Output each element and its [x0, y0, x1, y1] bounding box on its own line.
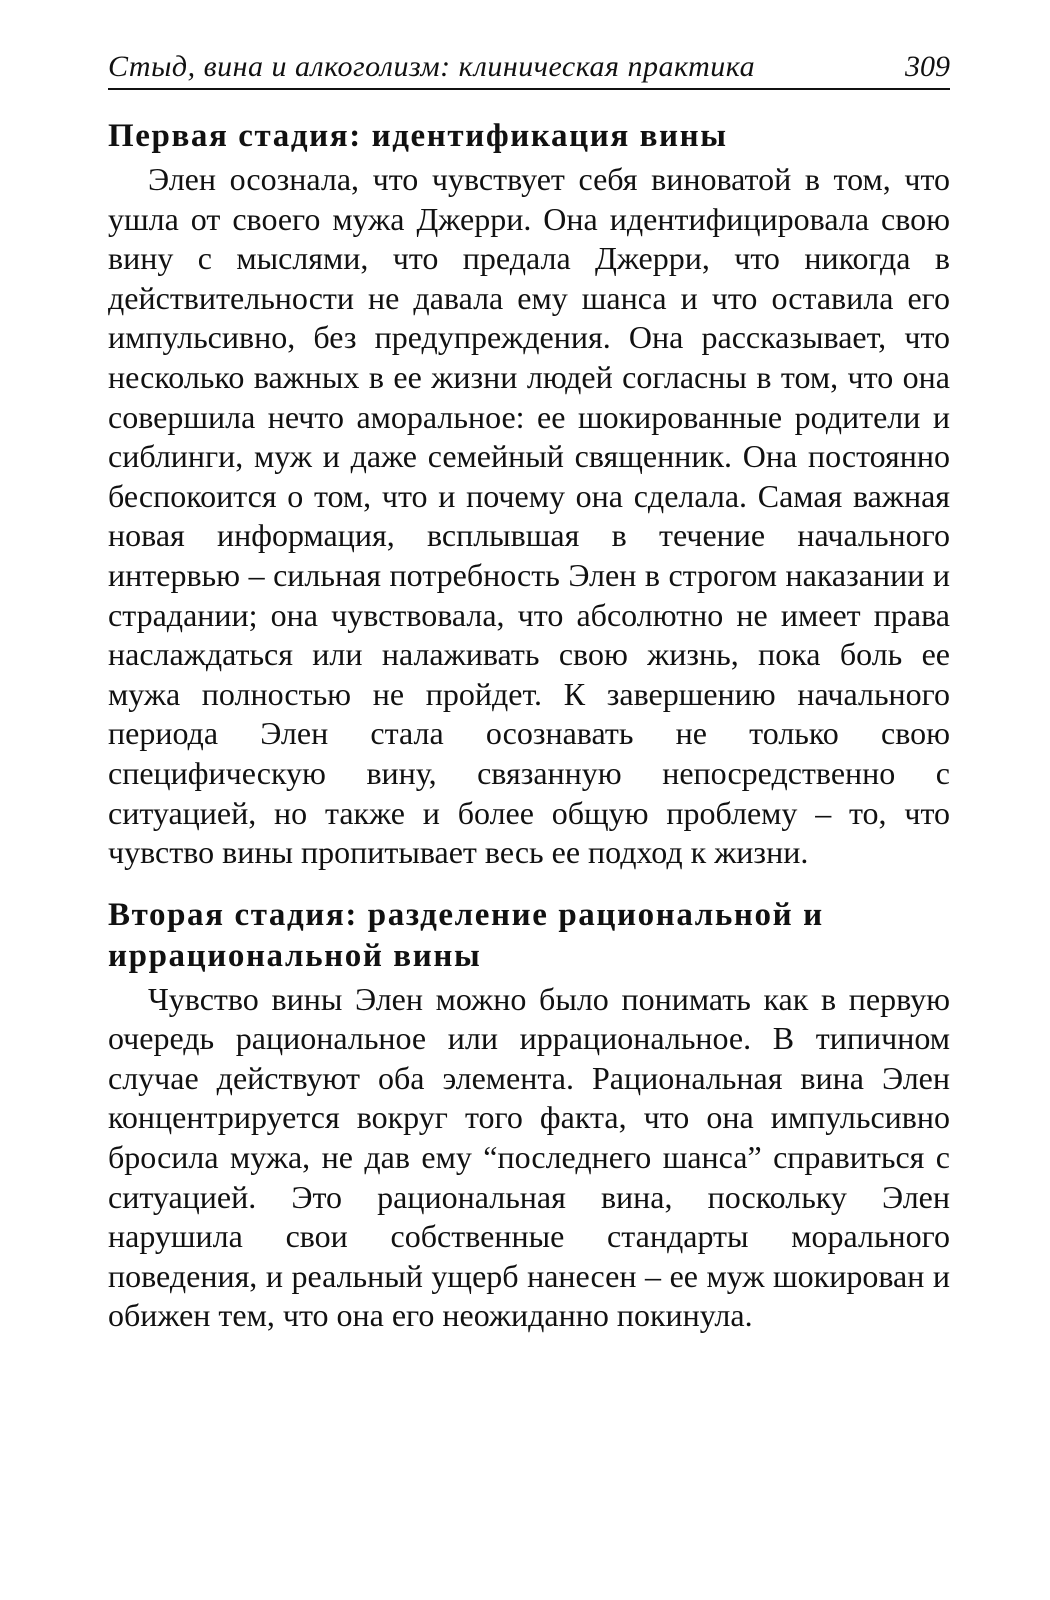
- book-page: [108, 48, 950, 1336]
- running-head-title: Стыд, вина и алкоголизм: клиническая практика: [108, 50, 756, 83]
- section-paragraph-stage-one: Элен осознала, что чувствует себя виноватой в том, что ушла от своего мужа Джерри. Она идентифицировала свою вину с мыслями, что предала Джерри, что никогда в действительности не давала ему шанса и что оставила его импульсивно, без предупреждения. Она рассказывает, что несколько важных в ее жизни людей согласны в том, что она совершила нечто аморальное: ее шокированные родители и сиблинги, муж и даже семейный священник. Она постоянно беспокоится о том, что и почему она сделала. Самая важная новая информация, всплывшая в течение начального интервью – сильная потребность Элен в строгом наказании и страдании; она чувствовала, что абсолютно не имеет права наслаждаться или налаживать свою жизнь, пока боль ее мужа полностью не пройдет. К завершению начального периода Элен стала осознавать не только свою специфическую вину, связанную непосредственно с ситуацией, но также и более общую проблему – то, что чувство вины пропитывает весь ее подход к жизни.: [108, 161, 950, 871]
- page-number: 309: [905, 50, 950, 83]
- section-heading-stage-one: Первая стадия: идентификация вины: [108, 118, 728, 154]
- section-heading-stage-two: Вторая стадия: разделение рациональной и иррациональной вины: [108, 896, 824, 974]
- section-paragraph-stage-two: Чувство вины Элен можно было понимать как в первую очередь рациональное или иррациональное. В типичном случае действуют оба элемента. Рациональная вина Элен концентрируется вокруг того факта, что она импульсивно бросила мужа, не дав ему “последнего шанса” справиться с ситуацией. Это рациональная вина, поскольку Элен нарушила свои собственные стандарты морального поведения, и реальный ущерб нанесен – ее муж шокирован и обижен тем, что она его неожиданно покинула.: [108, 980, 950, 1334]
- running-head: [108, 48, 950, 90]
